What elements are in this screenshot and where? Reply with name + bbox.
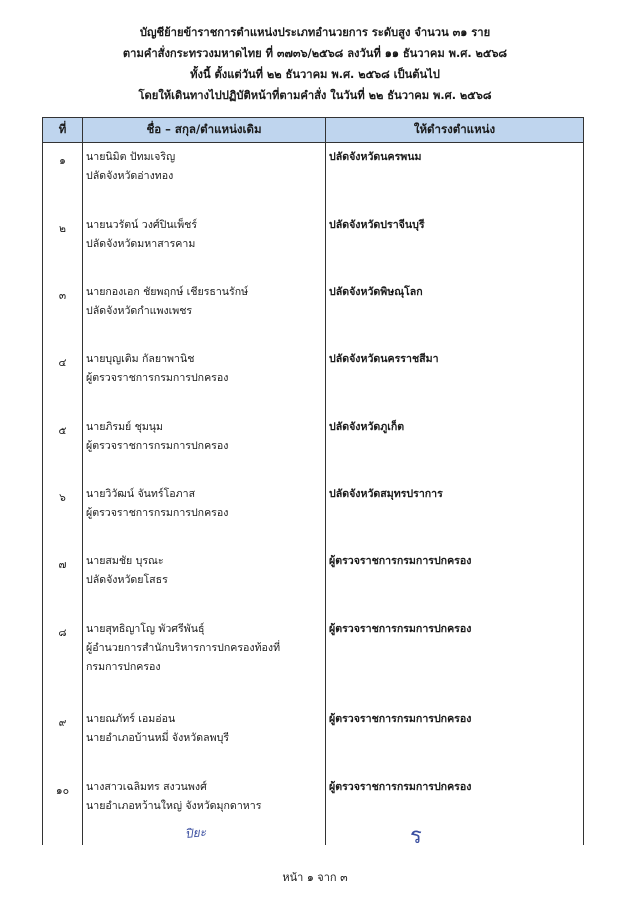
new-position: ปลัดจังหวัดพิษณุโลก <box>326 278 584 345</box>
header-effective-date: ทั้งนี้ ตั้งแต่วันที่ ๒๒ ธันวาคม พ.ศ. ๒๕๖๘ เป็นต้นไป <box>190 68 440 81</box>
table-row <box>43 773 584 845</box>
row-number: ๖ <box>43 480 83 547</box>
person-cell <box>83 547 326 615</box>
column-header-number: ที่ <box>43 118 83 143</box>
new-position: ผู้ตรวจราชการกรมการปกครอง <box>326 547 584 615</box>
new-position: ผู้ตรวจราชการกรมการปกครอง <box>326 615 584 705</box>
former-position: ผู้ตรวจราชการกรมการปกครอง <box>86 439 229 452</box>
former-position: นายอำเภอบ้านหมี่ จังหวัดลพบุรี <box>86 731 230 744</box>
row-number: ๓ <box>43 278 83 345</box>
former-position: กรมการปกครอง <box>86 660 161 673</box>
person-name: นางสาวเฉลิมทร สงวนพงศ์ <box>86 780 207 793</box>
person-cell <box>83 278 326 345</box>
table-row <box>43 705 584 773</box>
table-row <box>43 278 584 345</box>
table-header-row <box>43 118 584 143</box>
table-row <box>43 615 584 705</box>
row-number: ๗ <box>43 547 83 615</box>
person-name: นายณภัทร์ เอมอ่อน <box>86 712 176 725</box>
person-name: นายภิรมย์ ชุมนุม <box>86 420 164 433</box>
table-row <box>43 480 584 547</box>
person-cell <box>83 413 326 480</box>
person-cell <box>83 480 326 547</box>
former-position: ผู้ตรวจราชการกรมการปกครอง <box>86 506 229 519</box>
new-position: ปลัดจังหวัดสมุทรปราการ <box>326 480 584 547</box>
person-name: นายนวรัตน์ วงศ์ปินเพ็ชร์ <box>86 218 198 231</box>
table-row <box>43 547 584 615</box>
header-title: บัญชีย้ายข้าราชการตำแหน่งประเภทอำนวยการ ระดับสูง จำนวน ๓๑ ราย <box>139 26 491 39</box>
table-row <box>43 143 584 211</box>
table-row <box>43 345 584 413</box>
person-cell <box>83 705 326 773</box>
person-name: นายนิมิต ปัทมเจริญ <box>86 151 176 163</box>
row-number: ๕ <box>43 413 83 480</box>
new-position: ปลัดจังหวัดปราจีนบุรี <box>326 211 584 278</box>
signature-right: ร <box>410 824 422 849</box>
signature-left: ปิยะ <box>184 824 207 842</box>
row-number: ๘ <box>43 615 83 705</box>
new-position: ปลัดจังหวัดนครพนม <box>326 143 584 211</box>
new-position: ปลัดจังหวัดนครราชสีมา <box>326 345 584 413</box>
former-position: ปลัดจังหวัดกำแพงเพชร <box>86 304 193 317</box>
new-position: ผู้ตรวจราชการกรมการปกครอง <box>326 773 584 845</box>
new-position: ผู้ตรวจราชการกรมการปกครอง <box>326 705 584 773</box>
table-row <box>43 413 584 480</box>
row-number: ๒ <box>43 211 83 278</box>
row-number: ๔ <box>43 345 83 413</box>
row-number: ๑๐ <box>43 773 83 845</box>
page-number: หน้า ๑ จาก ๓ <box>282 871 348 884</box>
header-order-ref: ตามคำสั่งกระทรวงมหาดไทย ที่ ๓๗๓๖/๒๕๖๘ ลงวันที่ ๑๑ ธันวาคม พ.ศ. ๒๕๖๘ <box>122 47 508 60</box>
person-cell <box>83 143 326 211</box>
former-position: ผู้ตรวจราชการกรมการปกครอง <box>86 371 229 384</box>
table-row <box>43 211 584 278</box>
person-cell <box>83 345 326 413</box>
person-cell <box>83 615 326 705</box>
person-cell <box>83 211 326 278</box>
column-header-new-position: ให้ดำรงตำแหน่ง <box>326 118 584 143</box>
former-position: ปลัดจังหวัดยโสธร <box>86 573 168 586</box>
column-header-name: ชื่อ – สกุล/ตำแหน่งเดิม <box>83 118 326 143</box>
row-number: ๑ <box>43 143 83 211</box>
person-name: นายสมชัย บุรณะ <box>86 554 164 567</box>
former-position: ปลัดจังหวัดอ่างทอง <box>86 170 174 182</box>
former-position: นายอำเภอหว้านใหญ่ จังหวัดมุกดาหาร <box>86 799 262 812</box>
document-header <box>0 22 630 106</box>
former-position: ปลัดจังหวัดมหาสารคาม <box>86 237 196 250</box>
header-report-date: โดยให้เดินทางไปปฏิบัติหน้าที่ตามคำสั่ง ในวันที่ ๒๒ ธันวาคม พ.ศ. ๒๕๖๘ <box>138 89 492 102</box>
row-number: ๙ <box>43 705 83 773</box>
person-name: นายวิวัฒน์ จันทร์โอภาส <box>86 487 196 500</box>
person-name: นายกองเอก ชัยพฤกษ์ เชียรธานรักษ์ <box>86 285 249 298</box>
person-name: นายบุญเติม กัลยาพานิช <box>86 352 195 365</box>
former-position: ผู้อำนวยการสำนักบริหารการปกครองท้องที่ <box>86 641 281 654</box>
new-position: ปลัดจังหวัดภูเก็ต <box>326 413 584 480</box>
person-name: นายสุทธิญาโญ พัวศรีพันธุ์ <box>86 622 205 635</box>
transfer-table <box>42 117 584 845</box>
